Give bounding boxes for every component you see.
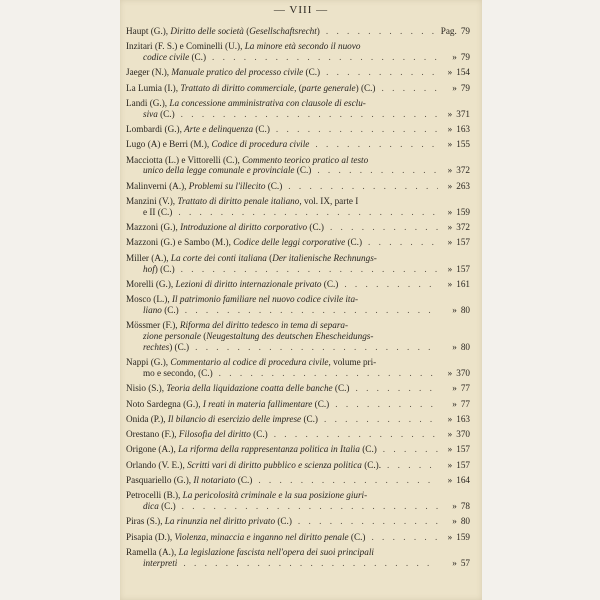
entry-text: ) (C.) xyxy=(154,263,175,274)
entry-line xyxy=(126,83,438,94)
entry-text: ( xyxy=(296,82,302,93)
entry-line xyxy=(126,460,438,471)
entry-line xyxy=(126,294,438,305)
page-number: 157 xyxy=(456,237,470,248)
entry-text: Mazzoni (G.) e Sambo (M.), xyxy=(126,237,234,248)
entry-text: Petrocelli (B.), xyxy=(126,490,183,501)
index-entry xyxy=(126,357,476,379)
entry-title: La minore età secondo il nuovo xyxy=(244,41,361,52)
page-number: 57 xyxy=(460,557,470,568)
entry-line xyxy=(126,237,438,248)
entry-text: (C.) xyxy=(157,108,175,119)
index-entry xyxy=(126,444,476,455)
entry-line xyxy=(126,558,438,569)
entry-text: ( xyxy=(200,331,207,342)
entry-text: mo e secondo, (C.) xyxy=(143,367,213,378)
page-reference xyxy=(452,342,470,353)
entry-line xyxy=(126,155,438,166)
entry-text: La Lumia (I.), xyxy=(126,82,181,93)
entry-text: Mosco (L.), xyxy=(126,294,172,305)
page-mark: » xyxy=(447,180,453,191)
entry-text: (C.) xyxy=(294,165,312,176)
entry-title: rechtes xyxy=(143,341,170,352)
entry-text: Pisapia (D.), xyxy=(126,531,175,542)
index-entry xyxy=(126,294,476,316)
entry-title: Riforma del diritto tedesco in tema di separa- xyxy=(179,320,349,331)
entry-title: Neugestaltung des deutschen Ehescheidungs- xyxy=(206,331,374,342)
entry-text: ) xyxy=(316,26,320,36)
entry-text: Manzini (V.), xyxy=(126,196,178,207)
page-mark: » xyxy=(452,304,457,315)
index-entry xyxy=(126,383,476,394)
page-number: 79 xyxy=(460,82,470,93)
entry-title: Filosofia del diritto xyxy=(178,429,251,440)
entry-title: Scritti vari di diritto pubblico e scienza politica xyxy=(187,459,362,470)
entry-title: Trattato di diritto penale italiano, xyxy=(177,196,302,207)
page-number: 77 xyxy=(460,398,470,409)
entry-text: Lombardi (G.), xyxy=(126,124,185,135)
page-reference xyxy=(448,124,470,135)
entry-line xyxy=(126,383,438,394)
entry-text: Malinverni (A.), xyxy=(126,180,189,191)
entry-title: Teoria della liquidazione coatta delle banche xyxy=(166,383,333,394)
page-reference xyxy=(448,264,470,275)
entry-text: (C.) xyxy=(307,222,324,233)
index-entry xyxy=(126,279,476,290)
page-reference xyxy=(441,26,470,37)
entry-title: Problemi su l'illecito xyxy=(188,180,266,191)
entry-text: Noto Sardegna (G.), xyxy=(126,398,203,409)
entry-title: La concessione amministrativa con clausole di esclu- xyxy=(169,97,366,108)
page-mark: » xyxy=(447,429,453,440)
entry-title: siva xyxy=(143,108,158,119)
entry-text: Orestano (F.), xyxy=(126,429,179,440)
page-mark: » xyxy=(447,413,453,424)
entry-line xyxy=(126,490,438,501)
entry-text: (C.) xyxy=(265,180,283,191)
entry-line xyxy=(126,475,438,486)
entry-text: ) (C.) xyxy=(169,341,190,352)
page-mark: » xyxy=(447,444,453,455)
index-entry xyxy=(126,98,476,120)
index-entry xyxy=(126,124,476,135)
index-entry xyxy=(126,67,476,78)
entry-title: codice civile xyxy=(143,52,190,63)
page-reference xyxy=(448,414,470,425)
entry-text: (C.) xyxy=(250,429,268,440)
entry-title: hof xyxy=(143,263,155,274)
page-number: 370 xyxy=(456,429,470,440)
entry-text: Macciotta (L.) e Vittorelli (C.), xyxy=(126,154,243,165)
page-mark: Pag. xyxy=(440,26,457,36)
entry-line xyxy=(126,429,438,440)
entry-title: interpreti xyxy=(143,557,178,568)
entry-title: Commentario al codice di procedura civile, xyxy=(170,357,331,368)
page-mark: » xyxy=(447,222,453,233)
entry-line xyxy=(126,357,438,368)
page-mark: » xyxy=(447,237,453,248)
page-reference xyxy=(448,165,470,176)
page-mark: » xyxy=(447,206,453,217)
entry-text: Nappi (G.), xyxy=(126,357,171,368)
entry-line xyxy=(126,67,438,78)
entry-text: Miller (A.), xyxy=(126,252,171,263)
entry-title: La legislazione fascista nell'opera dei suoi principali xyxy=(178,546,374,557)
entry-text: (C.) xyxy=(301,413,318,424)
page-mark: » xyxy=(447,263,453,274)
entry-text: Orlando (V. E.), xyxy=(126,459,188,470)
page-reference xyxy=(452,383,470,394)
index-entry xyxy=(126,41,476,63)
page-number: 157 xyxy=(456,444,470,455)
entry-text: (C.) xyxy=(359,444,377,455)
entry-text: (C.) xyxy=(312,398,330,409)
page-reference xyxy=(448,279,470,290)
entry-title: parte generale xyxy=(301,82,356,93)
index-entry xyxy=(126,320,476,352)
entry-line xyxy=(126,279,438,290)
index-entry xyxy=(126,237,476,248)
entry-line xyxy=(126,98,438,109)
entry-text: Piras (S.), xyxy=(126,516,165,527)
entry-line xyxy=(126,253,438,264)
entry-line xyxy=(126,196,438,207)
entry-text: Morelli (G.), xyxy=(126,278,176,289)
entry-title: I reati in materia fallimentare xyxy=(202,398,313,409)
entry-text: (C.) xyxy=(332,383,350,394)
page-reference xyxy=(448,237,470,248)
entry-line xyxy=(126,501,438,512)
entry-title: Trattato di diritto commerciale, xyxy=(180,82,297,93)
entry-title: La pericolosità criminale e la sua posizione giuri- xyxy=(182,490,368,501)
entry-line xyxy=(126,516,438,527)
page-reference xyxy=(448,429,470,440)
book-page xyxy=(120,0,482,600)
page-reference xyxy=(448,67,470,78)
page-reference xyxy=(452,501,470,512)
page-reference xyxy=(448,207,470,218)
index-entries xyxy=(126,26,476,573)
page-mark: » xyxy=(452,341,457,352)
entry-text: (C.) xyxy=(345,237,363,248)
page-number: 372 xyxy=(456,165,470,176)
page-mark: » xyxy=(452,82,457,93)
entry-text: Pasquariello (G.), xyxy=(126,475,194,485)
entry-title: La riforma della rappresentanza politica in Italia xyxy=(178,444,360,455)
entry-title: Violenza, minaccia e inganno nel diritto penale xyxy=(174,531,349,542)
entry-line xyxy=(126,444,438,455)
page-mark: » xyxy=(452,557,457,568)
entry-title: Der italienische Rechnungs- xyxy=(272,252,377,263)
entry-text: Lugo (A) e Berri (M.), xyxy=(126,139,212,150)
entry-text: Nisio (S.), xyxy=(126,383,167,394)
page-number: 159 xyxy=(456,206,470,217)
page-mark: » xyxy=(447,531,453,542)
index-entry xyxy=(126,475,476,486)
entry-title: Diritto delle società xyxy=(170,26,244,36)
index-entry xyxy=(126,181,476,192)
page-reference xyxy=(448,368,470,379)
index-entry xyxy=(126,26,476,37)
entry-line xyxy=(126,368,438,379)
page-mark: » xyxy=(452,501,457,512)
page-number: 79 xyxy=(460,26,470,36)
page-reference xyxy=(448,444,470,455)
entry-title: Commento teorico pratico al testo xyxy=(242,154,369,165)
entry-title: Arte e delinquenza xyxy=(184,124,254,135)
entry-text: Mazzoni (G.), xyxy=(126,222,181,233)
index-entry xyxy=(126,253,476,275)
page-mark: » xyxy=(452,398,457,409)
page-reference xyxy=(448,109,470,120)
page-mark: » xyxy=(447,459,453,470)
page-number: 164 xyxy=(456,475,470,485)
page-number: 155 xyxy=(456,139,470,150)
entry-text: (C.) xyxy=(189,52,207,63)
page-number: 372 xyxy=(456,222,470,233)
entry-line xyxy=(126,41,438,52)
entry-title: Il notariato xyxy=(193,475,236,485)
entry-title: Il patrimonio familiare nel nuovo codice civile ita- xyxy=(171,294,359,305)
entry-text: (C.) xyxy=(253,124,270,135)
index-entry xyxy=(126,222,476,233)
entry-title: La rinunzia nel diritto privato xyxy=(164,516,276,527)
entry-title: La corte dei conti italiana xyxy=(170,252,267,263)
entry-text: (C.) xyxy=(158,501,176,512)
index-entry xyxy=(126,460,476,471)
entry-title: Gesellschaftsrecht xyxy=(249,26,317,36)
entry-line xyxy=(126,320,438,331)
page-mark: » xyxy=(447,165,453,176)
entry-title: Introduzione al diritto corporativo xyxy=(180,222,308,233)
entry-line xyxy=(126,342,438,353)
entry-line xyxy=(126,139,438,150)
page-number: 154 xyxy=(456,67,470,78)
page-mark: » xyxy=(447,367,453,378)
entry-text: ( xyxy=(266,252,273,263)
entry-text: (C.). xyxy=(361,459,382,470)
page-mark: » xyxy=(447,139,453,150)
entry-text: Jaeger (N.), xyxy=(126,67,172,78)
entry-text: (C.) xyxy=(348,531,366,542)
page-number: 80 xyxy=(460,516,470,527)
entry-text: e II (C.) xyxy=(143,206,173,217)
entry-text: (C.) xyxy=(321,278,339,289)
index-entry xyxy=(126,490,476,512)
entry-text: Landi (G.), xyxy=(126,97,170,108)
page-number: 161 xyxy=(456,278,470,289)
entry-text: volume pri- xyxy=(330,357,377,368)
page-number: 163 xyxy=(456,124,470,135)
page-reference xyxy=(448,532,470,543)
entry-title: Manuale pratico del processo civile xyxy=(171,67,304,78)
page-header: — VIII — xyxy=(273,4,329,16)
index-entry xyxy=(126,414,476,425)
entry-text: (C.) xyxy=(303,67,321,78)
entry-line xyxy=(126,124,438,135)
entry-text: vol. IX, parte I xyxy=(301,196,359,207)
page-number: 370 xyxy=(456,367,470,378)
page-reference xyxy=(452,399,470,410)
page-mark: » xyxy=(447,278,453,289)
page-reference xyxy=(452,83,470,94)
entry-line xyxy=(126,52,438,63)
page-mark: » xyxy=(447,108,453,119)
entry-title: Lezioni di diritto internazionale privato xyxy=(175,278,322,289)
page-number: 163 xyxy=(456,413,470,424)
page-number: 80 xyxy=(460,341,470,352)
page-number: 80 xyxy=(460,304,470,315)
entry-title: zione personale xyxy=(143,331,201,342)
entry-line xyxy=(126,181,438,192)
entry-text: Mössmer (F.), xyxy=(126,320,180,331)
page-reference xyxy=(448,181,470,192)
page-number: 77 xyxy=(460,383,470,394)
entry-line xyxy=(126,414,438,425)
entry-line xyxy=(126,264,438,275)
page-reference xyxy=(448,139,470,150)
page-reference xyxy=(448,475,470,486)
page-number: 157 xyxy=(456,459,470,470)
entry-text: Haupt (G.), xyxy=(126,26,171,36)
entry-title: liano xyxy=(143,304,162,315)
page-mark: » xyxy=(452,383,457,394)
page-number: 79 xyxy=(460,52,470,63)
page-reference xyxy=(448,460,470,471)
page-number: 78 xyxy=(460,501,470,512)
entry-line xyxy=(126,26,438,37)
page-reference xyxy=(452,516,470,527)
page-mark: » xyxy=(447,124,453,135)
entry-title: Codice delle leggi corporative xyxy=(233,237,346,248)
entry-title: Il bilancio di esercizio delle imprese xyxy=(167,413,302,424)
index-entry xyxy=(126,155,476,177)
index-entry xyxy=(126,429,476,440)
entry-line xyxy=(126,207,438,218)
page-number: 157 xyxy=(456,263,470,274)
entry-title: Codice di procedura civile xyxy=(211,139,310,150)
entry-line xyxy=(126,165,438,176)
page-number: 263 xyxy=(456,180,470,191)
index-entry xyxy=(126,547,476,569)
entry-line xyxy=(126,399,438,410)
entry-title: unico della legge comunale e provinciale xyxy=(143,165,295,176)
entry-text: Ramella (A.), xyxy=(126,546,179,557)
page-number: 371 xyxy=(456,108,470,119)
entry-text: (C.) xyxy=(161,304,179,315)
entry-line xyxy=(126,331,438,342)
entry-text: (C.) xyxy=(275,516,292,527)
index-entry xyxy=(126,139,476,150)
page-reference xyxy=(452,558,470,569)
entry-text: ) (C.) xyxy=(355,82,376,93)
page-reference xyxy=(452,305,470,316)
index-entry xyxy=(126,399,476,410)
page-mark: » xyxy=(452,516,457,527)
page-mark: » xyxy=(447,67,453,78)
index-entry xyxy=(126,196,476,218)
page-reference xyxy=(448,222,470,233)
page-mark: » xyxy=(447,475,453,485)
page-number: 159 xyxy=(456,531,470,542)
page-reference xyxy=(452,52,470,63)
entry-line xyxy=(126,222,438,233)
page-mark: » xyxy=(452,52,457,63)
entry-text: Onida (P.), xyxy=(126,413,168,424)
entry-line xyxy=(126,532,438,543)
entry-line xyxy=(126,109,438,120)
entry-text: Inzitari (F. S.) e Cominelli (U.), xyxy=(126,41,245,52)
entry-line xyxy=(126,547,438,558)
entry-title: dica xyxy=(143,501,159,512)
index-entry xyxy=(126,532,476,543)
entry-text: ( xyxy=(243,26,250,36)
index-entry xyxy=(126,516,476,527)
entry-text: Origone (A.), xyxy=(126,444,179,455)
entry-text: (C.) xyxy=(235,475,253,485)
index-entry xyxy=(126,83,476,94)
entry-line xyxy=(126,305,438,316)
